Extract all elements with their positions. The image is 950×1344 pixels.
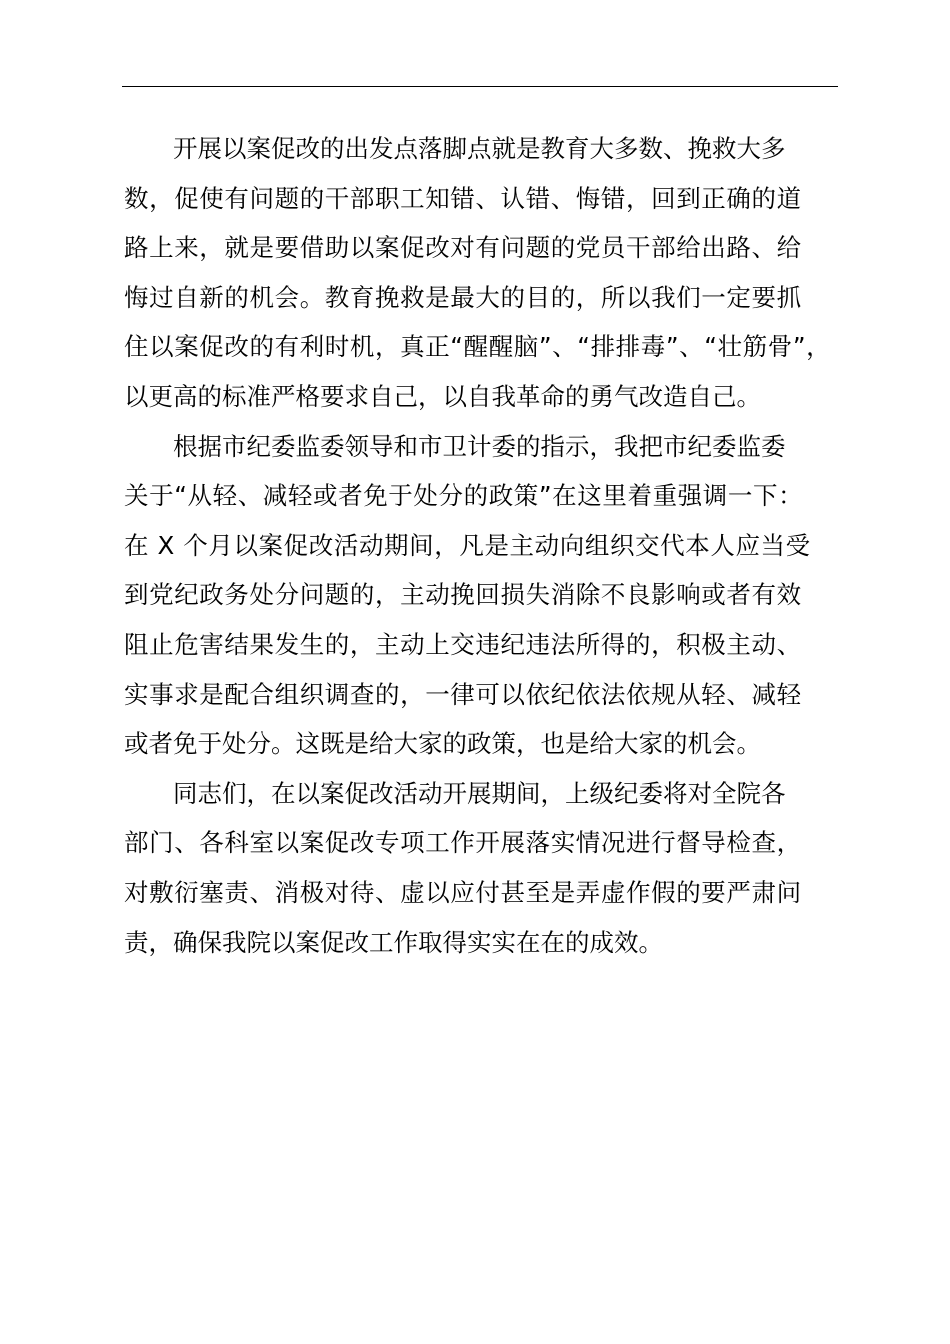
- paragraph-1-line-1: 开展以案促改的出发点落脚点就是教育大多数、挽救大多: [173, 134, 786, 163]
- paragraph-1-line-4: 悔过自新的机会。教育挽救是最大的目的，所以我们一定要抓: [124, 282, 802, 312]
- paragraph-2-line-4: 到党纪政务处分问题的，主动挽回损失消除不良影响或者有效: [124, 580, 802, 610]
- paragraph-3-line-1: 同志们，在以案促改活动开展期间，上级纪委将对全院各: [173, 778, 786, 808]
- paragraph-2-line-7: 或者免于处分。这既是给大家的政策，也是给大家的机会。: [124, 729, 761, 759]
- paragraph-2-line-2: 关于“从轻、减轻或者免于处分的政策”在这里着重强调一下：: [124, 481, 804, 511]
- paragraph-2-line-1: 根据市纪委监委领导和市卫计委的指示，我把市纪委监委: [173, 431, 786, 461]
- paragraph-1-line-5: 住以案促改的有利时机，真正“醒醒脑”、“排排毒”、“壮筋骨”，: [124, 332, 832, 362]
- paragraph-1-line-2: 数，促使有问题的干部职工知错、认错、悔错，回到正确的道: [124, 183, 802, 213]
- paragraph-2-line-6: 实事求是配合组织调查的，一律可以依纪依法依规从轻、减轻: [124, 679, 802, 709]
- paragraph-3-line-2: 部门、各科室以案促改专项工作开展落实情况进行督导检查，: [124, 828, 802, 858]
- paragraph-1-line-3: 路上来，就是要借助以案促改对有问题的党员干部给出路、给: [124, 233, 802, 263]
- document-body: [124, 124, 838, 967]
- paragraph-3-line-4: 责，确保我院以案促改工作取得实实在在的成效。: [124, 927, 663, 957]
- paragraph-1-line-6: 以更高的标准严格要求自己，以自我革命的勇气改造自己。: [124, 381, 761, 411]
- header-rule: [122, 86, 838, 87]
- paragraph-3-line-3: 对敷衍塞责、消极对待、虚以应付甚至是弄虚作假的要严肃问: [124, 877, 802, 907]
- paragraph-2-line-3: 在 X 个月以案促改活动期间，凡是主动向组织交代本人应当受: [124, 530, 811, 560]
- paragraph-2-line-5: 阻止危害结果发生的，主动上交违纪违法所得的，积极主动、: [124, 629, 802, 659]
